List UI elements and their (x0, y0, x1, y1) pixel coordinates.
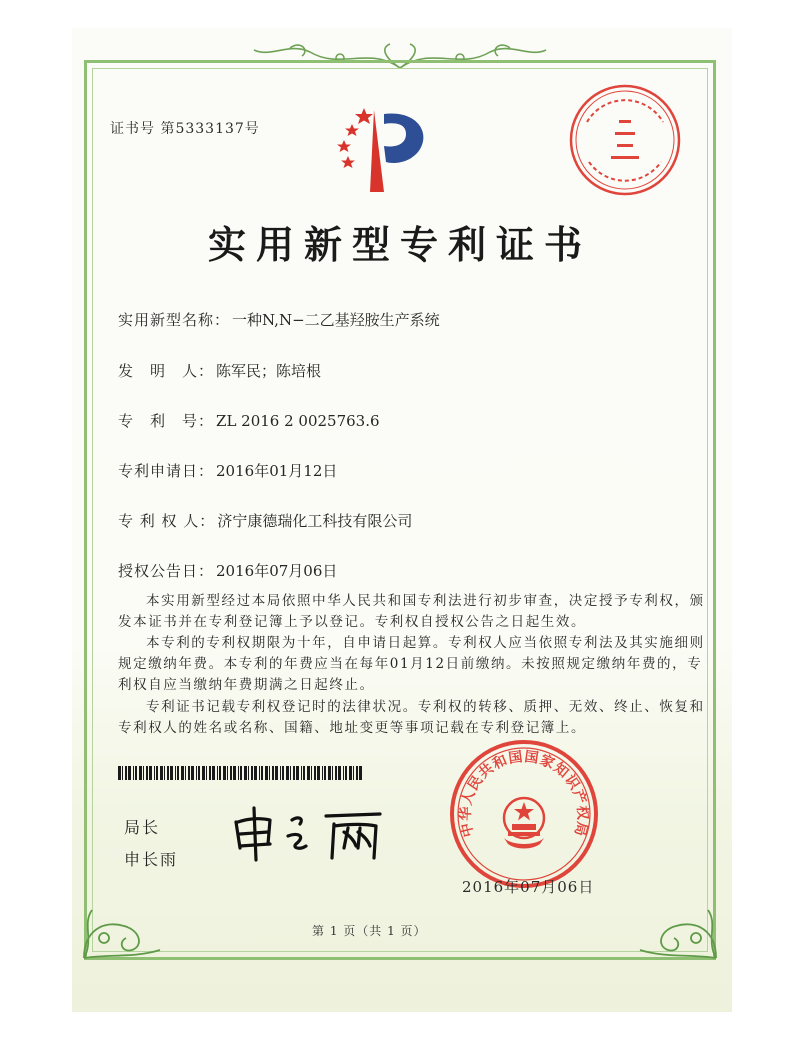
filing-date-row (118, 460, 337, 481)
director-signature-icon (230, 802, 390, 864)
patentee-row (118, 510, 412, 531)
patent-office-logo-icon (326, 100, 430, 196)
seal-text: 中华人民共和国国家知识产权局 (457, 749, 591, 839)
inventor-label: 发 明 人： (118, 362, 215, 380)
patentee-label: 专 利 权 人： (118, 512, 216, 530)
filing-date-value: 2016年01月12日 (216, 462, 338, 480)
body-line: 发本证书并在专利登记簿上予以登记。专利权自授权公告之日起生效。 (118, 614, 587, 630)
body-line: 规定缴纳年费。本专利的年费应当在每年01月12日前缴纳。未按照规定缴纳年费的，专 (118, 656, 703, 672)
seal-date: 2016年07月06日 (462, 878, 595, 896)
director-name: 申长雨 (124, 850, 179, 869)
certificate-number-label: 证书号 (110, 121, 155, 137)
body-line: 专利权人的姓名或名称、国籍、地址变更等事项记载在专利登记簿上。 (118, 720, 587, 736)
body-paragraph-2 (118, 633, 705, 696)
grant-date-row (118, 560, 337, 581)
body-line: 本实用新型经过本局依照中华人民共和国专利法进行初步审查，决定授予专利权，颁 (146, 593, 705, 609)
grant-date-value: 2016年07月06日 (216, 562, 338, 580)
national-emblem-seal-icon (448, 738, 600, 890)
bottom-right-ornament-icon (636, 880, 726, 960)
body-paragraph-3 (118, 697, 705, 739)
patent-number-row (118, 410, 380, 431)
body-line: 专利证书记载专利权登记时的法律状况。专利权的转移、质押、无效、终止、恢复和 (146, 699, 705, 715)
inventor-row (118, 360, 321, 381)
barcode-icon (118, 766, 363, 780)
utility-model-name-value: 一种N,N−二乙基羟胺生产系统 (232, 311, 440, 329)
printing-seal-icon (567, 82, 683, 198)
body-line: 本专利的专利权期限为十年，自申请日起算。专利权人应当依照专利法及其实施细则 (146, 635, 705, 651)
certificate-number-value: 第5333137号 (160, 121, 260, 137)
body-line: 利权自应当缴纳年费期满之日起终止。 (118, 677, 375, 693)
bottom-left-ornament-icon (74, 880, 164, 960)
certificate-number (110, 118, 260, 138)
body-paragraph-1 (118, 591, 705, 633)
certificate-title: 实用新型专利证书 (207, 222, 592, 267)
patent-number-value: ZL 2016 2 0025763.6 (216, 412, 380, 430)
patent-number-label: 专 利 号： (118, 412, 215, 430)
patentee-value: 济宁康德瑞化工科技有限公司 (217, 512, 413, 530)
utility-model-name-row (118, 309, 440, 330)
grant-date-label: 授权公告日： (118, 562, 215, 580)
inventor-value: 陈军民；陈培根 (216, 362, 322, 380)
utility-model-name-label: 实用新型名称： (118, 311, 231, 329)
filing-date-label: 专利申请日： (118, 462, 215, 480)
page-indicator: 第 1 页（共 1 页） (312, 924, 427, 938)
director-title: 局长 (124, 818, 161, 837)
